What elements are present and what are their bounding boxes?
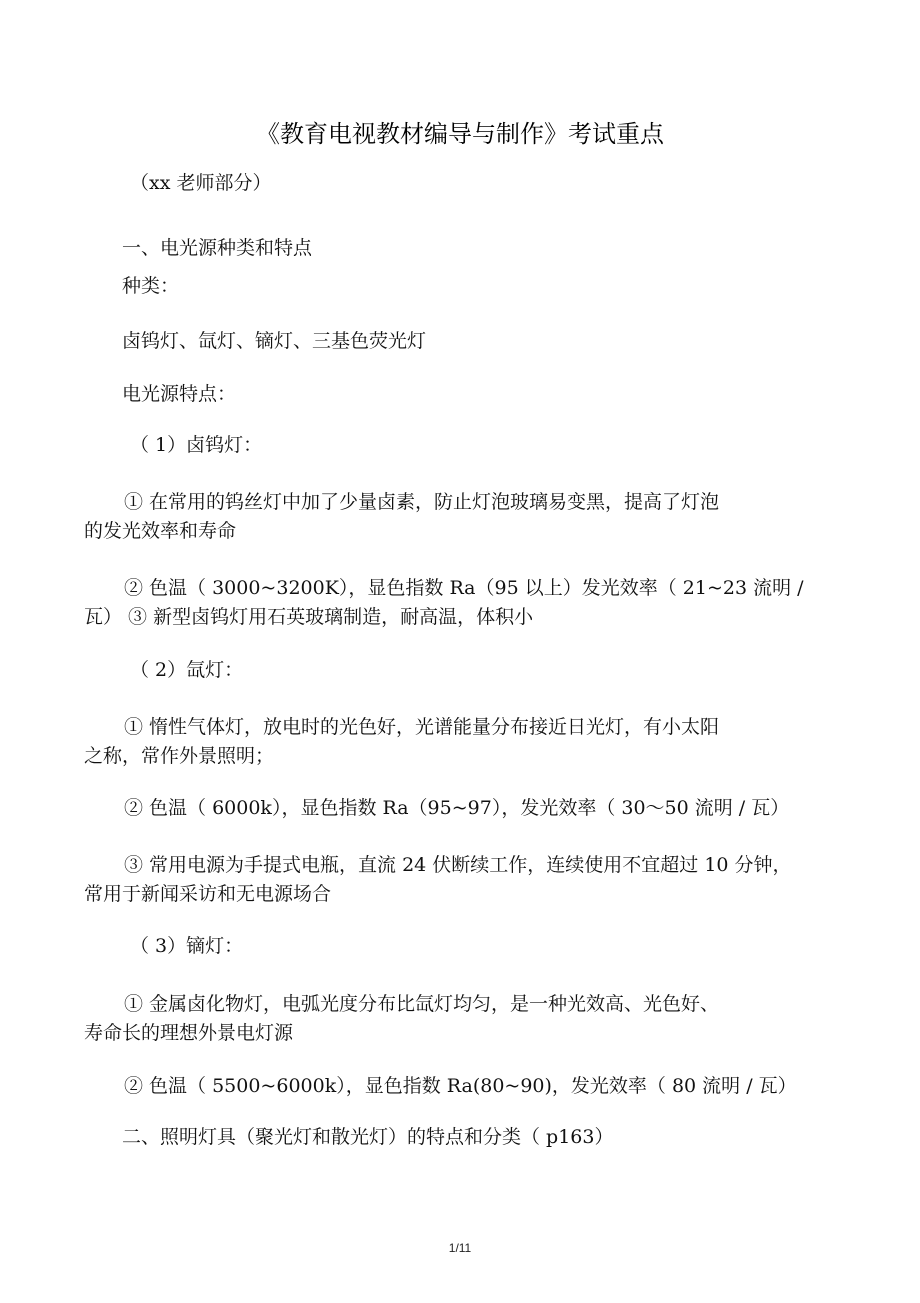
lamp2-item2: ② 色温（ 6000k），显色指数 Ra（95~97），发光效率（ 30～50 流明 / 瓦） (124, 797, 790, 819)
section1-heading: 一、电光源种类和特点 (122, 237, 313, 259)
lamp2-item1-line2: 之称，常作外景照明； (84, 745, 275, 767)
lamp3-heading: （ 3）镝灯： (130, 935, 244, 957)
page-number: 1/11 (448, 1241, 472, 1255)
lamp1-item1-line1: ① 在常用的钨丝灯中加了少量卤素，防止灯泡玻璃易变黑，提高了灯泡 (124, 491, 720, 513)
types-list: 卤钨灯、氙灯、镝灯、三基色荧光灯 (122, 330, 427, 352)
lamp1-item2-line2: 瓦） ③ 新型卤钨灯用石英玻璃制造，耐高温，体积小 (84, 606, 534, 628)
lamp1-heading: （ 1）卤钨灯： (130, 434, 263, 456)
features-label: 电光源特点： (122, 383, 237, 405)
lamp1-item1-line2: 的发光效率和寿命 (84, 520, 237, 542)
lamp3-item1-line2: 寿命长的理想外景电灯源 (84, 1022, 294, 1044)
lamp2-item1-line1: ① 惰性气体灯，放电时的光色好，光谱能量分布接近日光灯，有小太阳 (124, 716, 720, 738)
document-title: 《教育电视教材编导与制作》考试重点 (256, 120, 664, 148)
lamp3-item1-line1: ① 金属卤化物灯，电弧光度分布比氙灯均匀，是一种光效高、光色好、 (124, 993, 720, 1015)
document-subtitle: （xx 老师部分） (130, 172, 272, 194)
lamp1-item2-line1: ② 色温（ 3000~3200K），显色指数 Ra（95 以上）发光效率（ 21~23 流明 / (124, 577, 804, 599)
types-label: 种类： (122, 275, 180, 297)
lamp2-item3-line2: 常用于新闻采访和无电源场合 (84, 883, 332, 905)
lamp2-heading: （ 2）氙灯： (130, 659, 244, 681)
lamp3-item2: ② 色温（ 5500~6000k），显色指数 Ra(80~90)，发光效率（ 80 流明 / 瓦） (124, 1075, 797, 1097)
section2-heading: 二、照明灯具（聚光灯和散光灯）的特点和分类（ p163） (122, 1126, 614, 1148)
lamp2-item3-line1: ③ 常用电源为手提式电瓶，直流 24 伏断续工作，连续使用不宜超过 10 分钟， (124, 854, 792, 876)
